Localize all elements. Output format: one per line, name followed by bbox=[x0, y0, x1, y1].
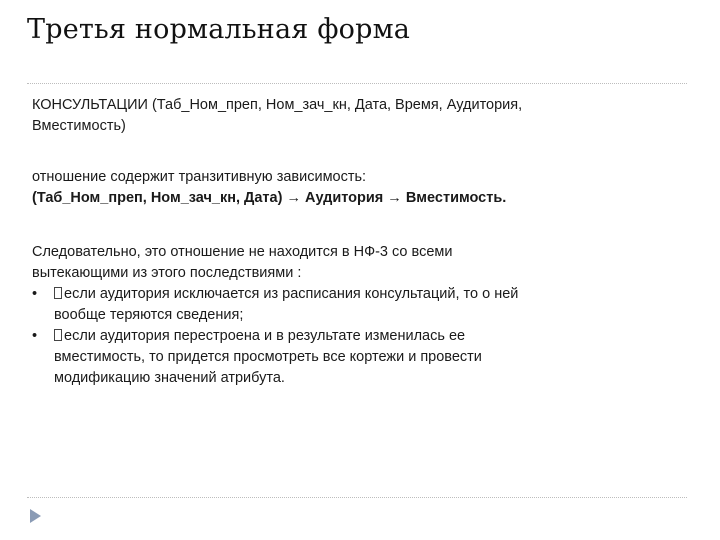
conclusion-line-1: Следовательно, это отношение не находится в НФ-3 со всеми bbox=[32, 244, 453, 260]
bullet-line: вообще теряются сведения; bbox=[54, 307, 244, 323]
list-item bbox=[32, 284, 652, 326]
missing-glyph-icon bbox=[54, 287, 62, 299]
dependency-intro: отношение содержит транзитивную зависимость: bbox=[32, 169, 367, 185]
bullet-line bbox=[54, 284, 652, 305]
conclusion-line-2: вытекающими из этого последствиями : bbox=[32, 265, 302, 281]
bullet-line: вместимость, то придется просмотреть все кортежи и провести bbox=[54, 349, 482, 365]
relation-schema bbox=[32, 95, 652, 137]
conclusion-block bbox=[32, 242, 652, 389]
dependency-block bbox=[32, 167, 652, 209]
bullet-text: если аудитория перестроена и в результате изменилась ее bbox=[64, 328, 466, 344]
missing-glyph-icon bbox=[54, 329, 62, 341]
bullet-text: если аудитория исключается из расписания консультаций, то о ней bbox=[64, 286, 519, 302]
play-arrow-icon[interactable] bbox=[30, 509, 41, 523]
bullet-icon: • bbox=[32, 286, 38, 302]
relation-line-2: Вместимость) bbox=[32, 118, 126, 134]
list-item bbox=[32, 326, 652, 389]
relation-line-1: КОНСУЛЬТАЦИИ (Таб_Ном_преп, Ном_зач_кн, Дата, Время, Аудитория, bbox=[32, 97, 523, 113]
bullet-line: модификацию значений атрибута. bbox=[54, 370, 285, 386]
bullet-line bbox=[54, 326, 652, 347]
slide-title: Третья нормальная форма bbox=[27, 14, 411, 45]
dependency-formula: (Таб_Ном_преп, Ном_зач_кн, Дата) → Аудитория → Вместимость. bbox=[32, 190, 507, 206]
title-divider bbox=[27, 83, 687, 84]
bullet-icon: • bbox=[32, 328, 38, 344]
footer-divider bbox=[27, 497, 687, 498]
consequence-list bbox=[32, 284, 652, 389]
